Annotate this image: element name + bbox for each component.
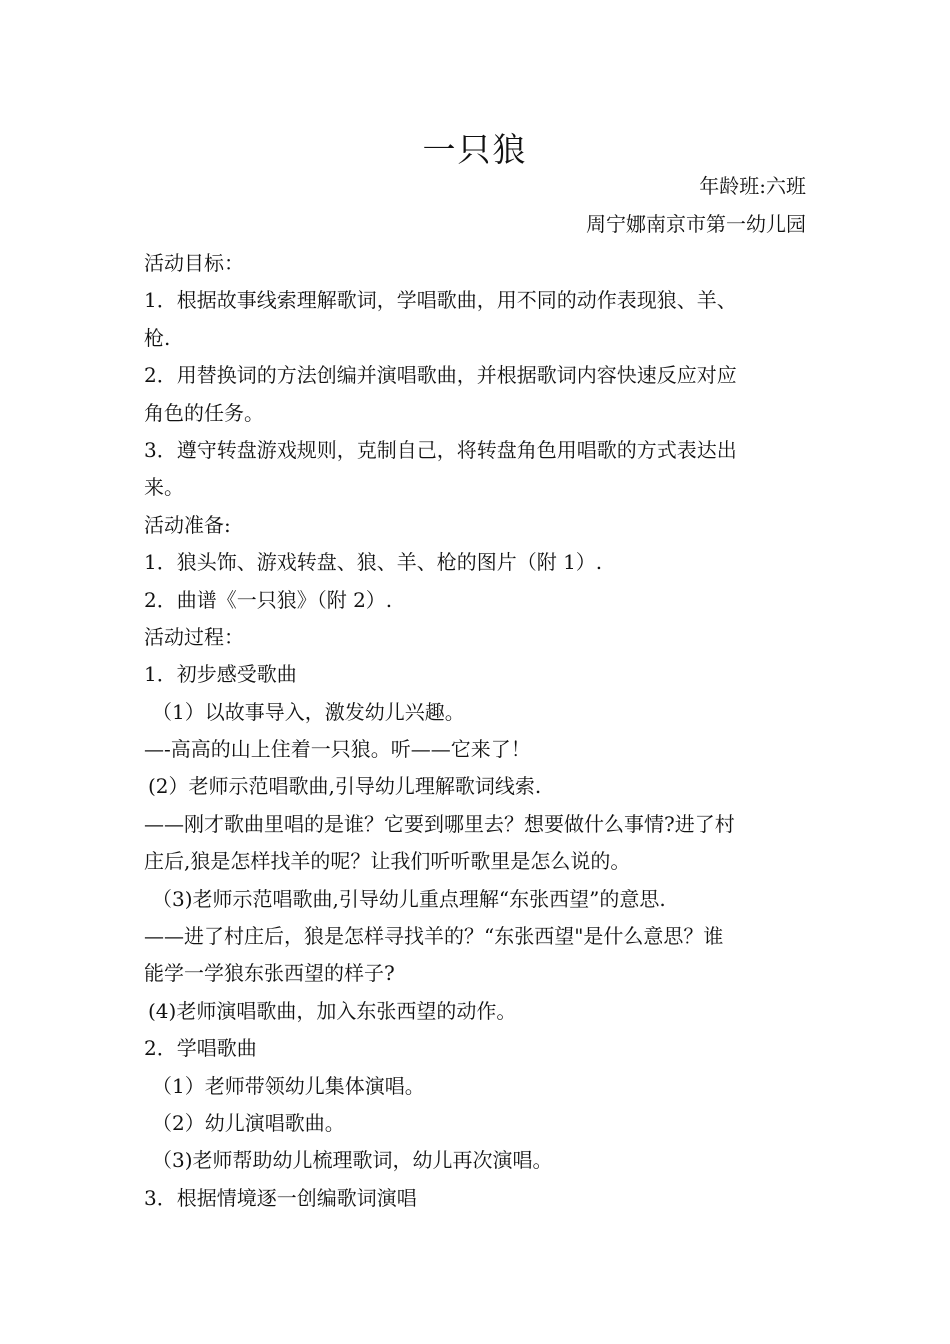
class-info: 年龄班:六班: [699, 174, 806, 198]
paragraph-line: 1．狼头饰、游戏转盘、狼、羊、枪的图片（附 1）.: [144, 550, 603, 575]
paragraph-line: 枪.: [144, 325, 171, 350]
section-heading-process: 活动过程：: [144, 624, 244, 649]
paragraph-line: 2．用替换词的方法创编并演唱歌曲，并根据歌词内容快速反应对应: [144, 363, 737, 388]
paragraph-line: ——进了村庄后，狼是怎样寻找羊的？“东张西望"是什么意思？谁: [144, 924, 724, 949]
paragraph-line: （3)老师帮助幼儿梳理歌词，幼儿再次演唱。: [152, 1148, 553, 1173]
paragraph-line: 来。: [144, 475, 184, 500]
section-heading-goals: 活动目标：: [144, 251, 244, 275]
paragraph-line: (4)老师演唱歌曲，加入东张西望的动作。: [148, 998, 517, 1023]
section-heading-preparation: 活动准备:: [144, 512, 231, 537]
paragraph-line: —-高高的山上住着一只狼。听——它来了！: [144, 737, 531, 762]
paragraph-line: (2）老师示范唱歌曲,引导幼儿理解歌词线索.: [148, 774, 542, 799]
paragraph-line: 3．根据情境逐一创编歌词演唱: [144, 1185, 417, 1210]
paragraph-line: （3)老师示范唱歌曲,引导幼儿重点理解“东张西望”的意思.: [152, 886, 666, 911]
paragraph-line: 1．根据故事线索理解歌词，学唱歌曲，用不同的动作表现狼、羊、: [144, 288, 737, 313]
paragraph-line: （1）以故事导入，激发幼儿兴趣。: [152, 699, 465, 724]
paragraph-line: （1）老师带领幼儿集体演唱。: [152, 1073, 425, 1098]
paragraph-line: ——刚才歌曲里唱的是谁？它要到哪里去？想要做什么事情?进了村: [144, 811, 735, 836]
paragraph-line: （2）幼儿演唱歌曲。: [152, 1110, 345, 1135]
paragraph-line: 庄后,狼是怎样找羊的呢？让我们听听歌里是怎么说的。: [144, 849, 631, 874]
paragraph-line: 3．遵守转盘游戏规则，克制自己，将转盘角色用唱歌的方式表达出: [144, 437, 737, 462]
document-body: [144, 245, 806, 1217]
paragraph-line: 能学一学狼东张西望的样子?: [144, 961, 395, 986]
document-title: 一只狼: [422, 130, 528, 169]
paragraph-line: 1．初步感受歌曲: [144, 662, 297, 687]
paragraph-line: 角色的任务。: [144, 400, 264, 425]
paragraph-line: 2．曲谱《一只狼》（附 2）.: [144, 587, 393, 612]
author-info: 周宁娜南京市第一幼儿园: [586, 212, 806, 236]
paragraph-line: 2．学唱歌曲: [144, 1036, 257, 1061]
